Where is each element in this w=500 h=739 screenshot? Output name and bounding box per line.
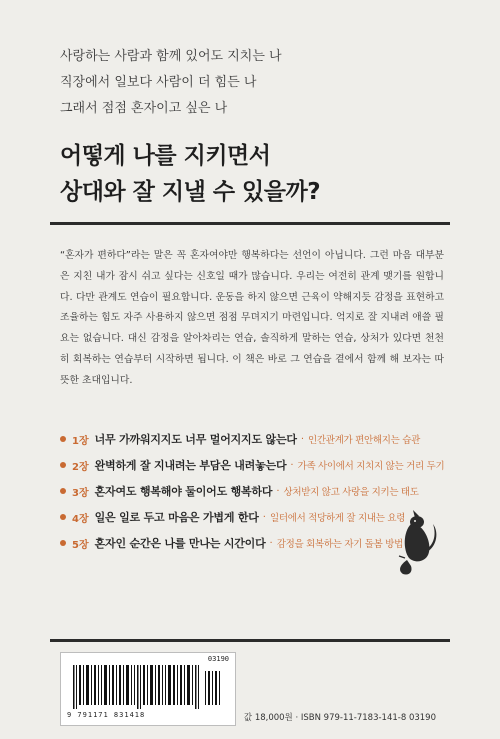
chapter-number: 5장 <box>72 539 89 551</box>
chapter-number: 4장 <box>72 513 89 525</box>
barcode <box>60 652 236 726</box>
price-isbn: 값 18,000원 · ISBN 979-11-7183-141-8 03190 <box>243 713 436 723</box>
headline-line-1: 어떻게 나를 지키면서 <box>60 143 271 169</box>
top-divider <box>50 222 450 225</box>
chapter-number: 3장 <box>72 487 89 499</box>
intro-line-3: 그래서 점점 혼자이고 싶은 나 <box>60 101 228 116</box>
chapter-title: 혼자여도 행복해야 둘이어도 행복하다 <box>94 485 273 498</box>
intro-line-2: 직장에서 일보다 사람이 더 힘든 나 <box>60 75 257 90</box>
bullet-icon <box>60 436 66 442</box>
chapter-subtitle: 상처받지 않고 사랑을 지키는 태도 <box>283 487 419 498</box>
chapter-subtitle: 가족 사이에서 지치지 않는 거리 두기 <box>297 461 445 472</box>
chapter-title: 너무 가까워지지도 너무 멀어지지도 않는다 <box>94 433 297 446</box>
barcode-addon-digits: 03190 <box>207 655 229 663</box>
barcode-digits: 9 791171 831418 <box>67 711 146 719</box>
chapter-subtitle: 인간관계가 편안해지는 습관 <box>308 435 420 446</box>
chapter-subtitle: 감정을 회복하는 자기 돌봄 방법 <box>276 539 404 550</box>
chapter-subtitle: 일터에서 적당하게 잘 지내는 요령 <box>269 513 406 524</box>
bullet-icon <box>60 540 66 546</box>
body-paragraph: “혼자가 편하다”라는 말은 꼭 혼자여야만 행복하다는 선언이 아닙니다. 그런 마음 대부분은 지친 내가 잠시 쉬고 싶다는 신호일 때가 많습니다. 우리는 여전히 관계 맺기를 원합니다. 다만 관계도 연습이 필요합니다. 운동을 하지 않으면 근육이 약해지듯 감정을 표현하고 조율하는 힘도 자주 사용하지 않으면 점점 무뎌지기 마련입니다. 억지로 잘 지내려 애쓸 필요는 없습니다. 대신 감정을 알아차리는 연습, 솔직하게 말하는 연습, 상처가 있다면 천천히 회복하는 연습부터 시작하면 됩니다. 이 책은 바로 그 연습을 곁에서 함께 해 보자는 따뜻한 초대입니다. <box>60 250 444 386</box>
chapter-title: 일은 일로 두고 마음은 가볍게 한다 <box>94 511 259 524</box>
chapter-item <box>60 452 460 478</box>
bullet-icon <box>60 488 66 494</box>
bullet-icon <box>60 514 66 520</box>
headline <box>60 138 320 210</box>
chapter-number: 2장 <box>72 461 89 473</box>
chapter-separator: · <box>269 537 273 549</box>
chapter-separator: · <box>290 459 294 471</box>
chapter-title: 혼자인 순간은 나를 만나는 시간이다 <box>94 537 266 550</box>
bullet-icon <box>60 462 66 468</box>
squirrel-illustration <box>393 506 441 578</box>
chapter-separator: · <box>276 485 280 497</box>
chapter-item <box>60 426 460 452</box>
intro-block <box>60 44 282 122</box>
chapter-separator: · <box>300 433 304 445</box>
chapter-title: 완벽하게 잘 지내려는 부담은 내려놓는다 <box>94 459 287 472</box>
barcode-bars <box>73 665 223 709</box>
bottom-divider <box>50 639 450 642</box>
chapter-number: 1장 <box>72 435 89 447</box>
chapter-item <box>60 478 460 504</box>
chapter-separator: · <box>262 511 266 523</box>
intro-line-1: 사랑하는 사람과 함께 있어도 지치는 나 <box>60 49 282 64</box>
headline-line-2: 상대와 잘 지낼 수 있을까? <box>60 179 321 205</box>
